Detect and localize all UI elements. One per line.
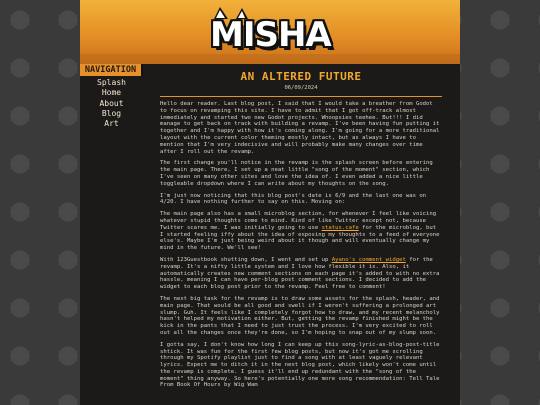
paragraph-date-note: I'm just now noticing that this blog post's date is 6/9 and the last one was on 4/20. I have nothing further to say on this. Moving on:: [160, 192, 427, 206]
status-cafe-link[interactable]: status.cafe: [321, 224, 359, 231]
paragraph-splash: The first change you'll notice in the revamp is the splash screen before entering the main page. There, I set up a neat little "song of the moment" section, which I've seen on many other sites and love the idea of. I even added a nice little toggleable dropdown where I can write about my thoughts on the song.: [160, 160, 433, 187]
paragraph-microblog: [160, 211, 442, 252]
nav-link-blog[interactable]: Blog: [101, 108, 122, 118]
post-date: 06/09/2024: [284, 85, 318, 91]
site-logo[interactable]: [210, 7, 331, 59]
paragraph-intro: Hello dear reader. Last blog post, I said that I would take a breather from Godot to focus on revamping this site. I have to admit that I got off-track almost immediately and started two new Godot projects. Whoopsies teehee. But!!! I did manage to get back on track with building a revamp. I've been having fun putting it together and I'm happy with how it's coming along. I'm going for a more traditional layout with the current color theming mostly intact, but as always I have to mention that I'm very indecisive and will probably make many changes over time after I roll out the revamp.: [160, 101, 440, 155]
title-divider: [160, 96, 442, 97]
text: for the microblog, but I started feeling iffy about the idea of exposing my thoughts to a feed of everyone else's. Maybe I'm just being weird about it though and will eventually change my mind in the future. We'll see!: [160, 224, 440, 252]
navigation-heading: NAVIGATION: [80, 64, 143, 76]
post-title: AN ALTERED FUTURE: [240, 70, 362, 83]
paragraph-song-titles: I gotta say, I don't know how long I can keep up this song-lyric-as-blog-post-title shtick. It was fun for the first few blog posts, but now it's got me scrolling through my Spotify playlist just to find a song with at least vaguely relevant lyrics. Expect me to ditch it in the next blog post, which likely won't come until the revamp is complete. I guess it'll end up redundant with the "song of the moment" thing anyway. So here's potentially one more song recommendation: Tell Tale From Book Of Hours by Wig Wam: [160, 341, 440, 389]
paragraph-art-slump: The next big task for the revamp is to draw some assets for the splash, header, and main page. That would be all good and swell if I weren't suffering a prolonged art slump. Guh. It feels like I completely forgot how to draw, and my recent melancholy hasn't helped my motivation either. But, getting the revamp finished might be the kick in the pants that I need to just trust the process. I'm very excited to roll out all the changes once they're done, so I'm hoping to snap out of my slump soon.: [160, 295, 440, 336]
text: With 123Guestbook shutting down, I went and set up: [160, 256, 332, 263]
logo-text: MISHA: [210, 15, 331, 55]
text: The main page also has a small microblog section, for whenever I feel like voicing whatever stupid thoughts come to mind. Kind of like Twitter except not, because Twitter scares me. I was initially going to use: [160, 211, 437, 231]
paragraph-comments: [160, 257, 442, 291]
blog-post: [160, 70, 442, 394]
post-body: [160, 101, 442, 389]
header-banner: [80, 0, 460, 64]
nav-link-art[interactable]: Art: [104, 119, 119, 129]
nav-list: [80, 76, 143, 129]
comment-widget-link[interactable]: Ayano's comment widget: [331, 256, 406, 263]
navigation-panel: [80, 64, 143, 134]
site-container: [80, 0, 460, 405]
nav-link-home[interactable]: Home: [101, 88, 122, 98]
nav-link-about[interactable]: About: [99, 98, 124, 108]
text: for the revamp. It's a nifty little system and I love how flexible it is. Also, it automatically creates new comment sections on each page it's added to with no extra hassle, meaning I can have per-blog post comment sections. I decided to add the widget to each blog post prior to the revamp. Feel free to comment!: [160, 256, 440, 291]
nav-link-splash[interactable]: Splash: [97, 78, 126, 87]
